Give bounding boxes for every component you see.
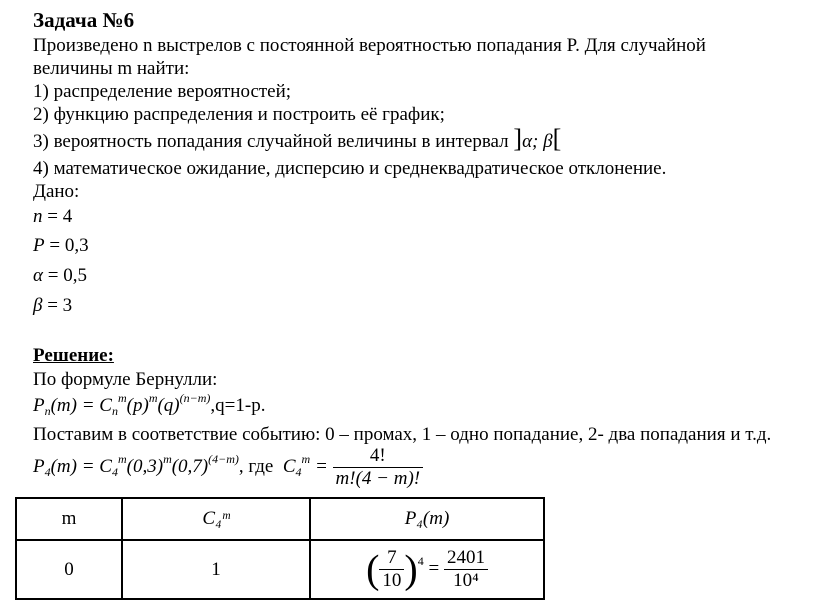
q-note: ,q=1-p. bbox=[210, 395, 266, 416]
task-item-1: 1) распределение вероятностей; bbox=[33, 81, 292, 102]
task-title: Задача №6 bbox=[33, 8, 135, 32]
where-label: , где bbox=[238, 455, 274, 477]
given-alpha: α = 0,5 bbox=[33, 265, 87, 286]
cell-p: ( $\frac{7}{10}$ )$^4$ = $\frac{2401}{\text{10⁴}}$ bbox=[310, 540, 544, 599]
task-item-4: 4) математическое ожидание, дисперсию и среднеквадратическое отклонение. bbox=[33, 158, 667, 179]
cell-m: 0 bbox=[16, 540, 122, 599]
task-item-2: 2) функцию распределения и построить её график; bbox=[33, 104, 445, 125]
header-p: P₄(m) bbox=[310, 498, 544, 540]
header-m: m bbox=[16, 498, 122, 540]
header-c: C₄ᵐ bbox=[122, 498, 310, 540]
bernoulli-formula: $P_n(m) = C_n^m(p)^m(q)^{(n-m)},q=1-p$. bbox=[33, 391, 266, 418]
given-label: Дано: bbox=[33, 181, 80, 202]
correspondence-text: Поставим в соответствие событию: 0 – промах, 1 – одно попадание, 2- два попадания и т.д. bbox=[33, 424, 772, 445]
cell-c: 1 bbox=[122, 540, 310, 599]
task-intro-line1: Произведено n выстрелов с постоянной вероятностью попадания P. Для случайной bbox=[33, 35, 706, 56]
interval-expression: α; β bbox=[522, 131, 553, 152]
table-row bbox=[16, 540, 544, 599]
combination-fraction: $\frac{4!}{m!(4 - m)!}$ bbox=[333, 445, 424, 490]
task-item-3-text: 3) вероятность попадания случайной величины в интервал bbox=[33, 131, 509, 152]
task-item-3: 3) вероятность попадания случайной величины в интервал ]α; β[ bbox=[33, 124, 562, 153]
bernoulli-label: По формуле Бернулли: bbox=[33, 369, 218, 390]
p4-formula: $P_4(m) = C_4^m(0,3)^m(0,7)^{(4-m)}$, где $C_4^m$ = $\frac{4!}{m!(4 - m)!}$ bbox=[33, 445, 423, 490]
given-n: n = 4 bbox=[33, 206, 73, 227]
task-intro-line2: величины m найти: bbox=[33, 58, 190, 79]
given-p: P = 0,3 bbox=[33, 235, 89, 256]
solution-heading: Решение: bbox=[33, 345, 114, 366]
table-header-row bbox=[16, 498, 544, 540]
given-beta: β = 3 bbox=[33, 295, 73, 316]
